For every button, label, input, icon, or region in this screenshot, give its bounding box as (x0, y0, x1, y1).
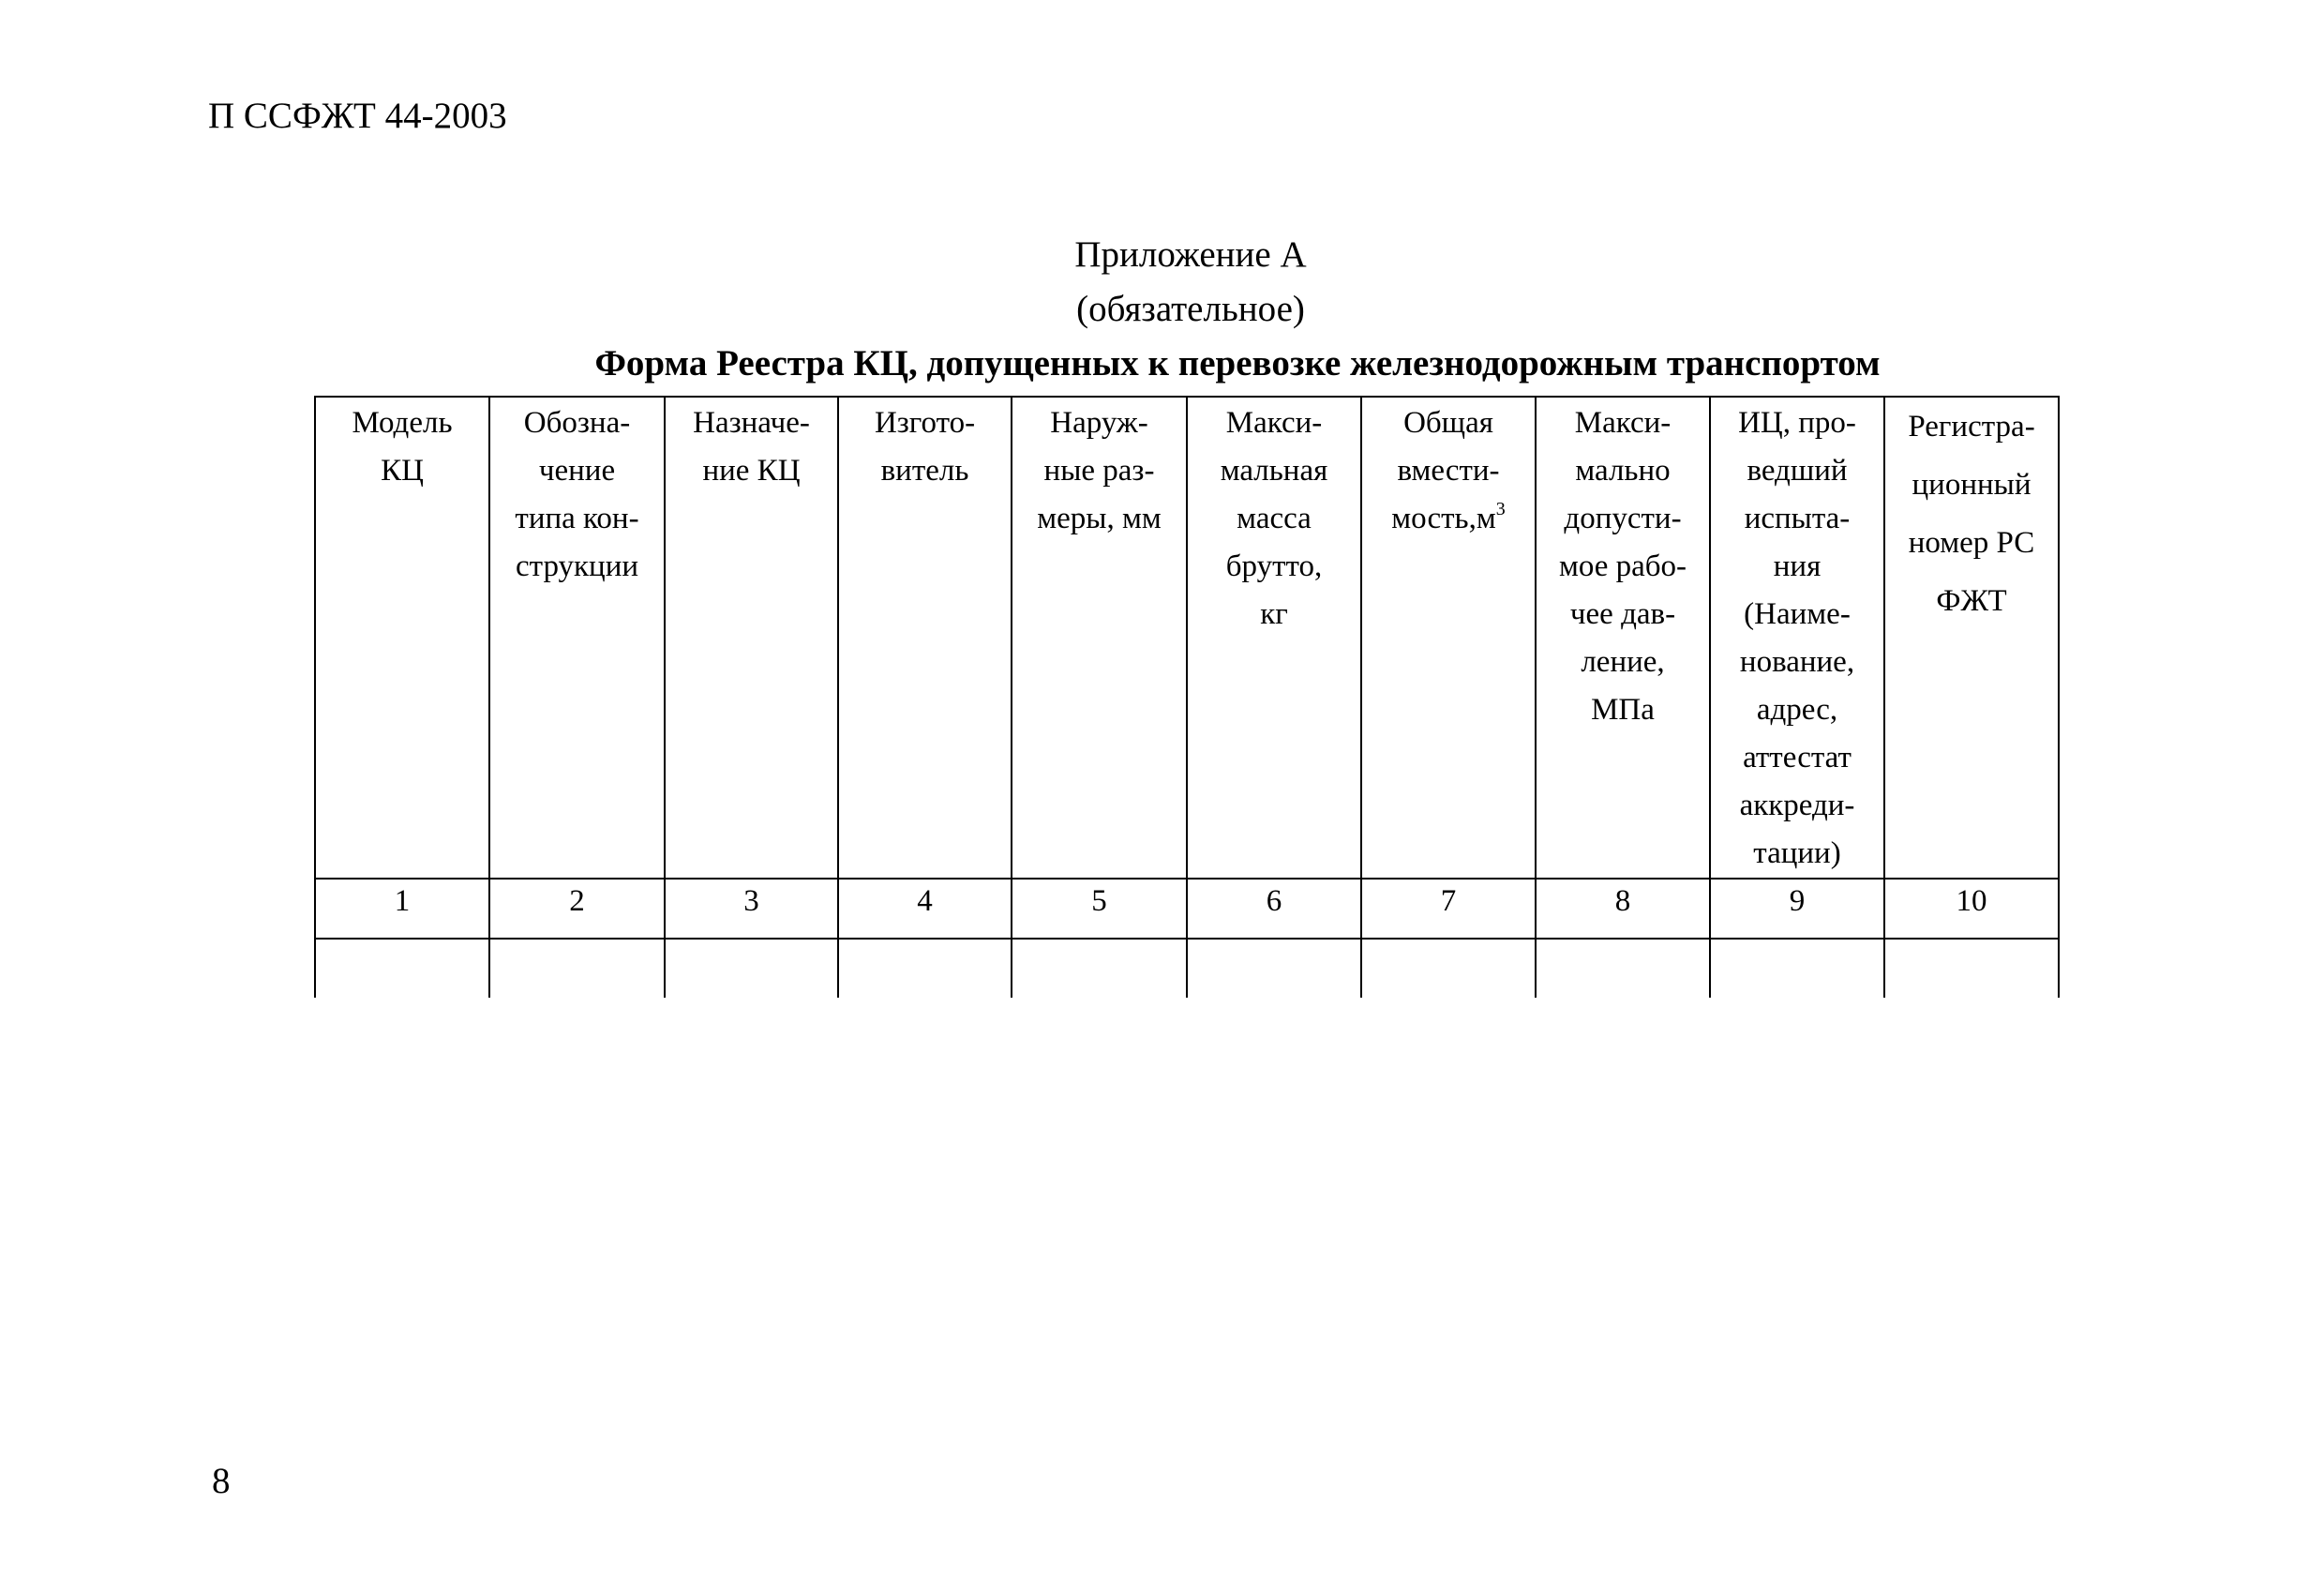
header-line: Макси- (1574, 406, 1672, 440)
registry-form-table (314, 396, 2060, 998)
document-code: П ССФЖТ 44-2003 (208, 96, 507, 136)
header-line: мально (1575, 454, 1671, 488)
header-line: ния (1773, 549, 1822, 583)
header-line: (Наиме- (1744, 597, 1851, 631)
header-line: ИЦ, про- (1738, 406, 1856, 440)
column-number: 7 (1361, 879, 1536, 939)
empty-cell (1187, 939, 1361, 998)
header-line: вмести- (1397, 454, 1500, 488)
header-line: Назначе- (693, 406, 810, 440)
header-line: мое рабо- (1558, 549, 1687, 583)
column-number: 8 (1536, 879, 1710, 939)
column-number: 10 (1884, 879, 2059, 939)
table-header-row (315, 397, 2059, 879)
header-cell-max-working-pressure (1536, 397, 1710, 879)
empty-cell (1361, 939, 1536, 998)
header-line: номер РС (1908, 526, 2035, 560)
empty-cell (315, 939, 489, 998)
header-line-text: мость,м (1391, 502, 1496, 535)
header-cell-manufacturer (838, 397, 1012, 879)
header-line: КЦ (381, 454, 424, 488)
header-line: мальная (1220, 454, 1328, 488)
header-line: испыта- (1744, 502, 1851, 535)
header-cell-model (315, 397, 489, 879)
header-line: аккреди- (1739, 789, 1855, 822)
header-line: чее дав- (1569, 597, 1676, 631)
header-line: ные раз- (1043, 454, 1155, 488)
header-line: меры, мм (1037, 502, 1162, 535)
header-line: Регистра- (1908, 410, 2035, 444)
header-line (1362, 495, 1535, 543)
header-line: ФЖТ (1936, 584, 2007, 618)
appendix-status: (обязательное) (1076, 289, 1305, 329)
header-line: нование, (1739, 645, 1855, 679)
empty-cell (665, 939, 838, 998)
empty-cell (489, 939, 665, 998)
header-line: масса (1237, 502, 1312, 535)
header-line: Обозна- (523, 406, 631, 440)
column-number: 4 (838, 879, 1012, 939)
header-line: ление, (1581, 645, 1665, 679)
header-line: Макси- (1225, 406, 1323, 440)
header-line: ние КЦ (702, 454, 801, 488)
header-line: Модель (352, 406, 453, 440)
header-cell-total-capacity (1361, 397, 1536, 879)
empty-cell (1710, 939, 1884, 998)
column-number: 5 (1012, 879, 1187, 939)
header-cell-purpose (665, 397, 838, 879)
header-line: адрес, (1756, 693, 1838, 727)
header-line: Общая (1403, 406, 1493, 440)
header-cell-outer-dimensions (1012, 397, 1187, 879)
header-line: тации) (1753, 836, 1841, 870)
header-line: Изгото- (874, 406, 976, 440)
form-title: Форма Реестра КЦ, допущенных к перевозке железнодорожным транспортом (594, 343, 1881, 383)
header-line: типа кон- (515, 502, 639, 535)
header-cell-registration-number (1884, 397, 2059, 879)
column-number: 3 (665, 879, 838, 939)
header-line: кг (1260, 597, 1288, 631)
column-number-row (315, 879, 2059, 939)
column-number: 6 (1187, 879, 1361, 939)
empty-cell (1536, 939, 1710, 998)
column-number: 9 (1710, 879, 1884, 939)
empty-cell (838, 939, 1012, 998)
header-line: допусти- (1564, 502, 1682, 535)
header-line: чение (538, 454, 616, 488)
header-line: витель (880, 454, 969, 488)
header-cell-type-designation (489, 397, 665, 879)
header-line: ционный (1912, 468, 2032, 502)
header-cell-testing-center (1710, 397, 1884, 879)
column-number: 1 (315, 879, 489, 939)
column-number: 2 (489, 879, 665, 939)
superscript: 3 (1495, 499, 1506, 519)
empty-cell (1884, 939, 2059, 998)
page-number: 8 (212, 1461, 231, 1501)
header-cell-max-gross-mass (1187, 397, 1361, 879)
header-line: аттестат (1743, 741, 1852, 774)
header-line: МПа (1591, 693, 1655, 727)
header-line: струкции (515, 549, 639, 583)
header-line: Наруж- (1050, 406, 1148, 440)
empty-entry-row (315, 939, 2059, 998)
header-line: брутто, (1225, 549, 1323, 583)
empty-cell (1012, 939, 1187, 998)
header-line: ведший (1747, 454, 1848, 488)
appendix-title: Приложение А (1074, 234, 1307, 275)
